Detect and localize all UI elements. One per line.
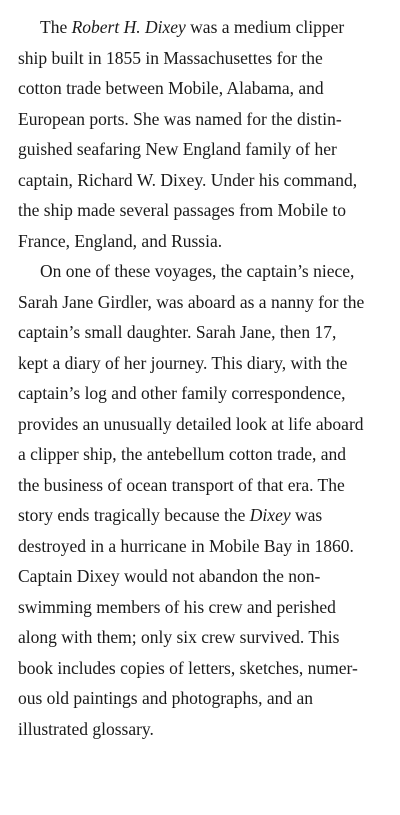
text-segment: a clipper ship, the antebellum cotton trade, and bbox=[18, 444, 347, 464]
text-segment: Captain Dixey would not abandon the non- bbox=[18, 566, 321, 586]
text-segment: was a medium clipper bbox=[185, 17, 345, 37]
paragraph bbox=[18, 256, 390, 744]
text-segment: illustrated glossary. bbox=[18, 718, 154, 739]
text-segment: the ship made several passages from Mobile to bbox=[18, 200, 347, 220]
text-line bbox=[18, 256, 390, 287]
text-segment: ous old paintings and photographs, and an bbox=[18, 688, 314, 708]
text-segment: captain’s small daughter. Sarah Jane, then 17, bbox=[18, 322, 337, 342]
text-line bbox=[18, 73, 390, 104]
text-line bbox=[18, 226, 390, 257]
text-line bbox=[18, 409, 390, 440]
text-line bbox=[18, 317, 390, 348]
text-line bbox=[18, 165, 390, 196]
text-segment: the business of ocean transport of that era. The bbox=[18, 474, 345, 495]
text-segment: was bbox=[290, 505, 323, 525]
text-segment: along with them; only six crew survived. This bbox=[18, 627, 340, 647]
text-segment: story ends tragically because the bbox=[18, 505, 250, 525]
text-line bbox=[18, 653, 390, 684]
text-line bbox=[18, 195, 390, 226]
text-segment: Sarah Jane Girdler, was aboard as a nanny for the bbox=[18, 291, 365, 312]
text-segment: captain, Richard W. Dixey. Under his command, bbox=[18, 169, 358, 190]
text-line bbox=[18, 531, 390, 562]
text-line bbox=[18, 378, 390, 409]
text-line bbox=[18, 287, 390, 318]
text-segment: guished seafaring New England family of her bbox=[18, 139, 337, 159]
text-segment: provides an unusually detailed look at life aboard bbox=[18, 413, 364, 434]
text-line bbox=[18, 470, 390, 501]
text-segment: book includes copies of letters, sketches, numer- bbox=[18, 657, 358, 678]
text-line bbox=[18, 683, 390, 714]
text-segment: captain’s log and other family correspondence, bbox=[18, 383, 346, 403]
text-segment: France, England, and Russia. bbox=[18, 230, 223, 251]
text-segment: swimming members of his crew and perished bbox=[18, 596, 336, 617]
text-line bbox=[18, 439, 390, 470]
text-segment: ship built in 1855 in Massachusettes for the bbox=[18, 47, 323, 68]
italic-text: Robert H. Dixey bbox=[71, 17, 186, 37]
text-segment: destroyed in a hurricane in Mobile Bay in 1860. bbox=[18, 535, 354, 556]
paragraph bbox=[18, 12, 390, 256]
text-segment: cotton trade between Mobile, Alabama, and bbox=[18, 78, 324, 98]
text-line bbox=[18, 714, 390, 745]
text-segment: European ports. She was named for the distin- bbox=[18, 108, 342, 129]
text-segment: kept a diary of her journey. This diary, with the bbox=[18, 352, 348, 373]
text-line bbox=[18, 348, 390, 379]
text-segment: The bbox=[40, 17, 72, 37]
text-line bbox=[18, 592, 390, 623]
text-line bbox=[18, 12, 390, 43]
text-line bbox=[18, 622, 390, 653]
text-line bbox=[18, 134, 390, 165]
text-line bbox=[18, 104, 390, 135]
text-segment: On one of these voyages, the captain’s niece, bbox=[40, 261, 355, 281]
document-page bbox=[18, 12, 390, 744]
text-line bbox=[18, 561, 390, 592]
text-line bbox=[18, 500, 390, 531]
text-line bbox=[18, 43, 390, 74]
italic-text: Dixey bbox=[249, 505, 291, 525]
